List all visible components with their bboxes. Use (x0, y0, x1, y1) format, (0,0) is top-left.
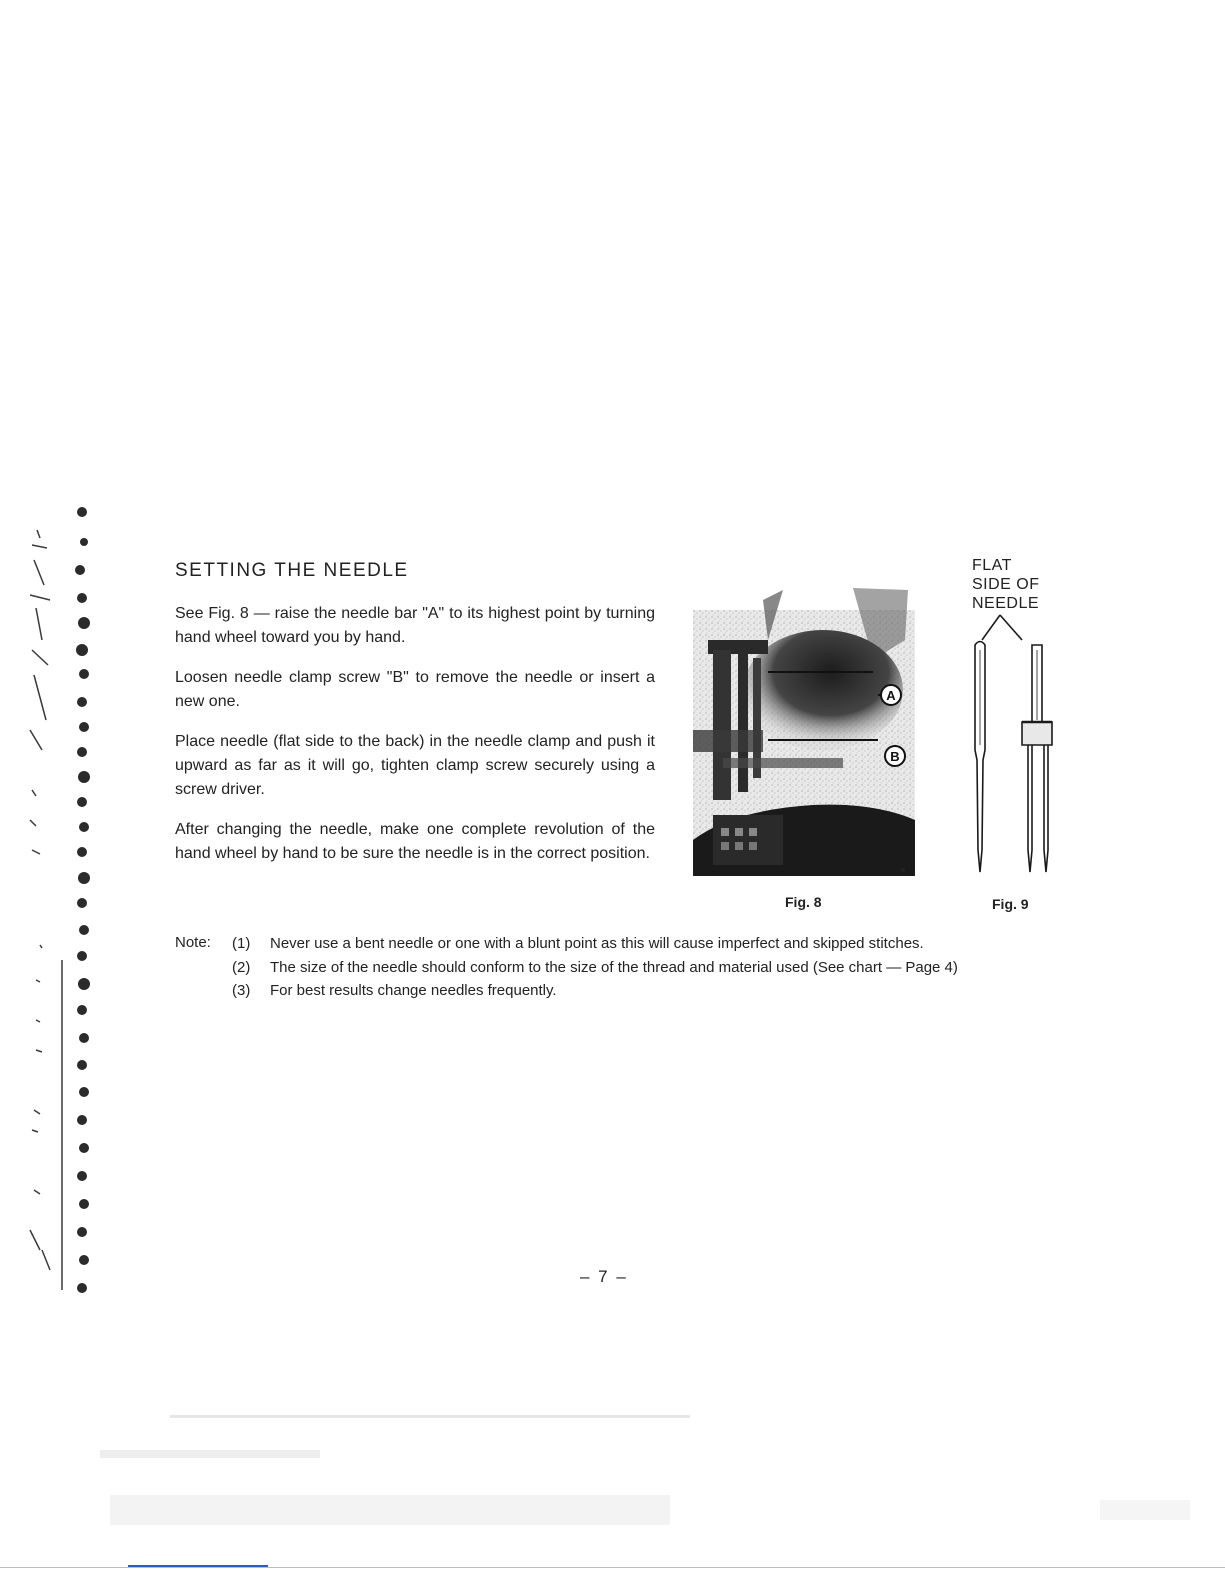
binding-hole (79, 925, 89, 935)
binding-hole (78, 872, 90, 884)
flat-side-label (972, 556, 1040, 613)
note-item (232, 958, 958, 978)
twin-needle (1022, 645, 1052, 872)
note-item-text: The size of the needle should conform to the size of the thread and material used (See chart — Page 4) (270, 959, 958, 976)
instruction-paragraph: After changing the needle, make one complete revolution of the hand wheel by hand to be sure the needle is in the correct position. (175, 821, 655, 862)
note-item-number: (1) (232, 935, 251, 952)
binding-hole (78, 978, 90, 990)
fig8-needle-bar-photo (693, 580, 915, 876)
note-item-text: Never use a bent needle or one with a blunt point as this will cause imperfect and skipped stitches. (270, 935, 924, 952)
flat-side-label-line: FLAT (972, 557, 1012, 574)
binding-hole (77, 1060, 87, 1070)
callout-b-label: B (890, 749, 900, 764)
note-item (232, 981, 557, 1001)
fig9-caption: Fig. 9 (992, 896, 1029, 912)
binding-hole (79, 669, 89, 679)
binding-hole (79, 1199, 89, 1209)
binding-hole (77, 951, 87, 961)
single-needle (975, 642, 985, 873)
note-item (232, 934, 924, 954)
scan-noise (0, 1395, 1225, 1555)
flat-side-label-line: SIDE OF (972, 576, 1040, 593)
binding-hole (77, 797, 87, 807)
callout-a-marker (881, 685, 901, 705)
callout-a-label: A (886, 688, 896, 703)
binding-hole (77, 507, 87, 517)
binding-hole (79, 1087, 89, 1097)
pointer-lines (982, 615, 1022, 640)
binding-hole (79, 1143, 89, 1153)
fig9-needle-drawing (960, 610, 1060, 880)
binding-hole (77, 1115, 87, 1125)
note-label: Note: (175, 934, 211, 951)
binding-hole (77, 747, 87, 757)
binding-hole (78, 617, 90, 629)
binding-hole (76, 644, 88, 656)
binding-hole (77, 1283, 87, 1293)
binding-hole (79, 1033, 89, 1043)
binding-hole (75, 565, 85, 575)
binding-hole (77, 593, 87, 603)
binding-hole (77, 1005, 87, 1015)
note-item-number: (3) (232, 982, 251, 999)
page-bottom-rule (0, 1567, 1225, 1568)
binding-hole (77, 1171, 87, 1181)
binding-hole (79, 1255, 89, 1265)
binding-hole (77, 697, 87, 707)
instruction-paragraph: Loosen needle clamp screw "B" to remove the needle or insert a new one. (175, 669, 655, 710)
binding-hole (80, 538, 88, 546)
instruction-paragraph: See Fig. 8 — raise the needle bar "A" to its highest point by turning hand wheel toward you by hand. (175, 605, 655, 646)
section-heading: SETTING THE NEEDLE (175, 560, 409, 581)
binding-hole (77, 898, 87, 908)
binding-hole (77, 847, 87, 857)
callout-b-marker (885, 746, 905, 766)
binding-hole (78, 771, 90, 783)
page-number: – 7 – (580, 1267, 628, 1286)
scan-link-mark (128, 1565, 268, 1567)
flat-side-label-line: NEEDLE (972, 595, 1040, 612)
note-item-text: For best results change needles frequently. (270, 982, 557, 999)
fig8-caption: Fig. 8 (785, 894, 822, 910)
binding-marks (22, 490, 122, 1340)
note-item-number: (2) (232, 959, 251, 976)
binding-hole (79, 722, 89, 732)
binding-hole (77, 1227, 87, 1237)
binding-hole (79, 822, 89, 832)
instruction-paragraph: Place needle (flat side to the back) in the needle clamp and push it upward as far as it will go, tighten clamp screw securely using a screw driver. (175, 733, 655, 798)
